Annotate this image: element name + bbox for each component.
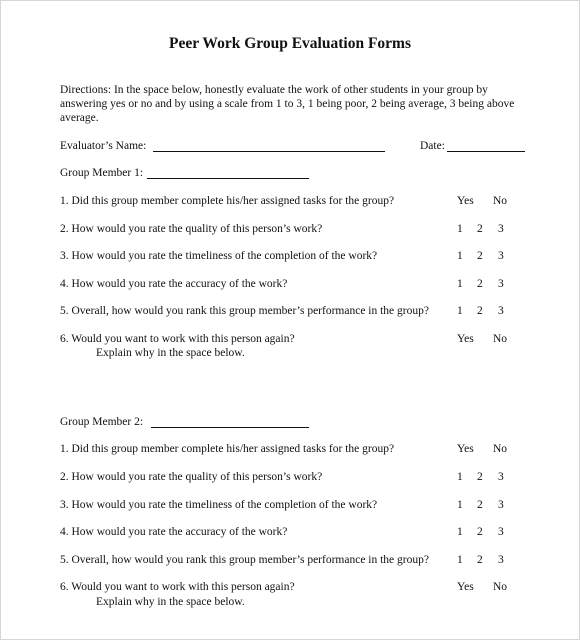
group2-q5-rating-2[interactable]: 2	[477, 554, 483, 566]
group1-question-4: 4. How would you rate the accuracy of the work?	[60, 278, 288, 290]
group1-q2-rating-3[interactable]: 3	[498, 223, 504, 235]
group1-q4-rating-3[interactable]: 3	[498, 278, 504, 290]
group1-q2-rating-2[interactable]: 2	[477, 223, 483, 235]
group1-q4-rating-1[interactable]: 1	[457, 278, 463, 290]
group2-explain-text: Explain why in the space below.	[96, 596, 245, 608]
group1-explain-text: Explain why in the space below.	[96, 347, 245, 359]
group1-q1-yes[interactable]: Yes	[457, 195, 474, 207]
date-label: Date:	[420, 140, 445, 152]
group1-q4-rating-2[interactable]: 2	[477, 278, 483, 290]
group2-q5-rating-3[interactable]: 3	[498, 554, 504, 566]
group1-question-3: 3. How would you rate the timeliness of the completion of the work?	[60, 250, 378, 262]
group1-question-5: 5. Overall, how would you rank this group member’s performance in the group?	[60, 305, 429, 317]
group1-q5-rating-1[interactable]: 1	[457, 305, 463, 317]
group2-q3-rating-1[interactable]: 1	[457, 499, 463, 511]
directions-text: Directions: In the space below, honestly evaluate the work of other students in your group by answering yes or no and by using a scale from 1 to 3, 1 being poor, 2 being average, 3 being above average.	[60, 84, 515, 124]
group1-q5-rating-3[interactable]: 3	[498, 305, 504, 317]
group1-q6-yes[interactable]: Yes	[457, 333, 474, 345]
group2-q1-yes[interactable]: Yes	[457, 443, 474, 455]
group2-question-1: 1. Did this group member complete his/her assigned tasks for the group?	[60, 443, 395, 455]
group1-q3-rating-3[interactable]: 3	[498, 250, 504, 262]
group2-q4-rating-2[interactable]: 2	[477, 526, 483, 538]
group1-question-1: 1. Did this group member complete his/her assigned tasks for the group?	[60, 195, 395, 207]
page-title: Peer Work Group Evaluation Forms	[169, 35, 411, 52]
group2-q5-rating-1[interactable]: 1	[457, 554, 463, 566]
group1-question-6: 6. Would you want to work with this person again?	[60, 333, 295, 345]
group2-q2-rating-3[interactable]: 3	[498, 471, 504, 483]
group2-question-3: 3. How would you rate the timeliness of the completion of the work?	[60, 499, 378, 511]
group2-question-5: 5. Overall, how would you rank this group member’s performance in the group?	[60, 554, 429, 566]
group-member-1-label: Group Member 1:	[60, 167, 144, 179]
group2-q4-rating-1[interactable]: 1	[457, 526, 463, 538]
group1-q3-rating-2[interactable]: 2	[477, 250, 483, 262]
evaluator-name-line[interactable]	[153, 151, 385, 152]
group2-q2-rating-2[interactable]: 2	[477, 471, 483, 483]
date-line[interactable]	[447, 151, 525, 152]
group1-q2-rating-1[interactable]: 1	[457, 223, 463, 235]
group2-q1-no[interactable]: No	[493, 443, 508, 455]
group-member-2-label: Group Member 2:	[60, 416, 144, 428]
group2-q2-rating-1[interactable]: 1	[457, 471, 463, 483]
group1-q3-rating-1[interactable]: 1	[457, 250, 463, 262]
group2-q6-no[interactable]: No	[493, 581, 508, 593]
group-member-1-name-line[interactable]	[147, 178, 309, 179]
group-member-2-name-line[interactable]	[151, 427, 309, 428]
group2-question-6: 6. Would you want to work with this person again?	[60, 581, 295, 593]
group2-question-4: 4. How would you rate the accuracy of the work?	[60, 526, 288, 538]
group1-q6-no[interactable]: No	[493, 333, 508, 345]
group2-q6-yes[interactable]: Yes	[457, 581, 474, 593]
group1-q1-no[interactable]: No	[493, 195, 508, 207]
group2-question-2: 2. How would you rate the quality of this person’s work?	[60, 471, 323, 483]
evaluator-name-label: Evaluator’s Name:	[60, 140, 147, 152]
group1-question-2: 2. How would you rate the quality of this person’s work?	[60, 223, 323, 235]
group2-q3-rating-3[interactable]: 3	[498, 499, 504, 511]
group1-q5-rating-2[interactable]: 2	[477, 305, 483, 317]
group2-q3-rating-2[interactable]: 2	[477, 499, 483, 511]
group2-q4-rating-3[interactable]: 3	[498, 526, 504, 538]
